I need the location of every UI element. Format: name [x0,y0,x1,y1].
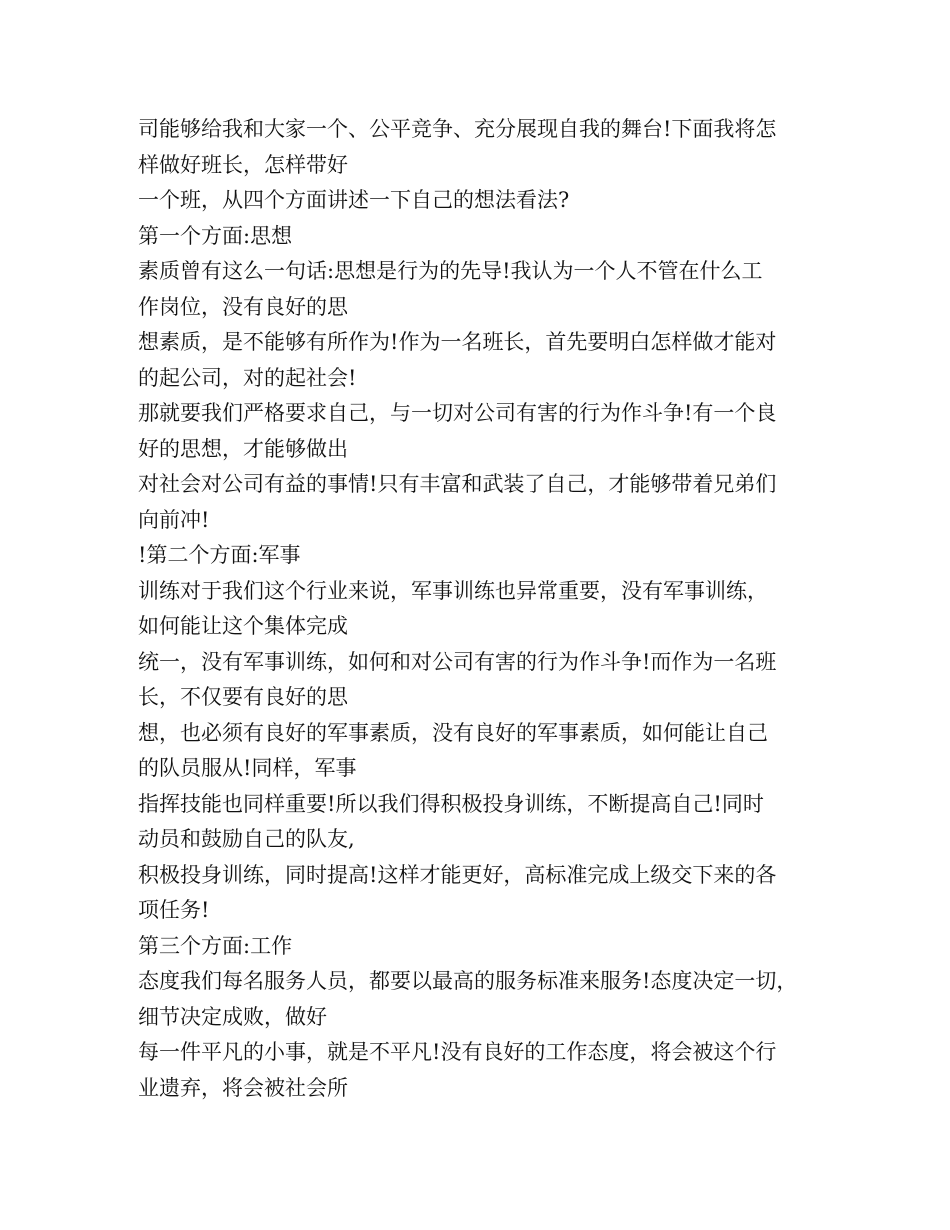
text-line: 向前冲! [138,507,210,532]
text-line: 积极投身训练，同时提高!这样才能更好，高标准完成上级交下来的各 [138,862,777,887]
text-line: 想，也必须有良好的军事素质，没有良好的军事素质，如何能让自己 [138,720,768,745]
section-heading-military: !第二个方面:军事 [138,543,301,567]
text-line: 指挥技能也同样重要!所以我们得积极投身训练，不断提高自己!同时 [138,791,764,816]
text-line: 项任务! [138,898,210,922]
text-line: 对社会对公司有益的事情!只有丰富和武装了自己，才能够带着兄弟们 [138,472,777,496]
text-line: 的起公司，对的起社会! [138,365,357,390]
text-line: 动员和鼓励自己的队友, [138,827,355,851]
text-line: 样做好班长，怎样带好 [138,152,348,177]
document-body [138,112,828,1106]
text-line: 每一件平凡的小事，就是不平凡!没有良好的工作态度，将会被这个行 [138,1040,777,1064]
text-line: 训练对于我们这个行业来说，军事训练也异常重要，没有军事训练， [138,578,768,603]
section-heading-work: 第三个方面:工作 [138,933,293,958]
text-line: 好的思想，才能够做出 [138,436,348,461]
text-line: 统一，没有军事训练，如何和对公司有害的行为作斗争!而作为一名班 [138,649,777,674]
text-line: 一个班，从四个方面讲述一下自己的想法看法? [138,188,570,212]
text-line: 司能够给我和大家一个、公平竞争、充分展现自我的舞台!下面我将怎 [138,117,777,141]
text-line: 那就要我们严格要求自己，与一切对公司有害的行为作斗争!有一个良 [138,401,777,425]
text-line: 作岗位，没有良好的思 [138,294,348,319]
text-line: 业遗弃，将会被社会所 [138,1075,348,1100]
text-line: 态度我们每名服务人员，都要以最高的服务标准来服务!态度决定一切， [138,969,798,993]
text-line: 的队员服从!同样，军事 [138,756,357,780]
text-line: 素质曾有这么一句话:思想是行为的先导!我认为一个人不管在什么工 [138,259,763,283]
text-line: 想素质，是不能够有所作为!作为一名班长，首先要明白怎样做才能对 [138,330,777,354]
text-line: 细节决定成败，做好 [138,1004,327,1029]
text-line: 长，不仅要有良好的思 [138,685,348,709]
text-line: 如何能让这个集体完成 [138,614,348,638]
section-heading-thought: 第一个方面:思想 [138,223,293,248]
